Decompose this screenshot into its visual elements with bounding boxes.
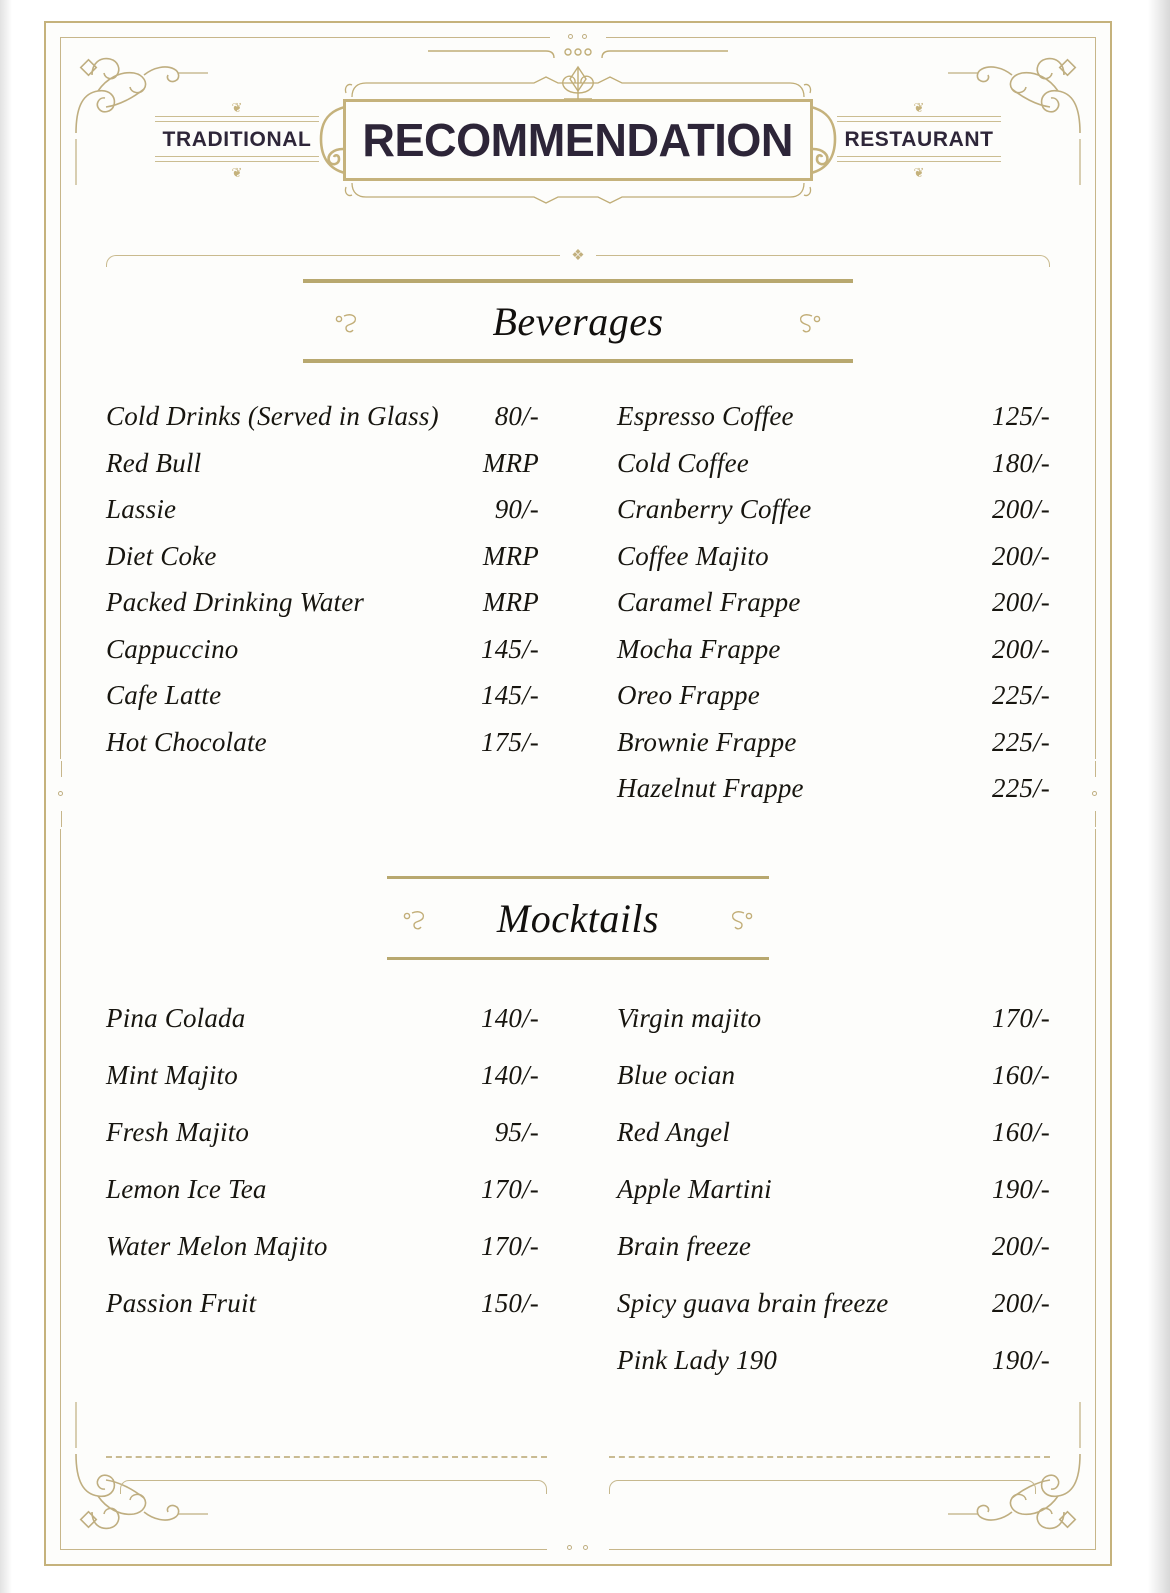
page-title: RECOMMENDATION <box>362 114 794 166</box>
menu-sheet <box>44 21 1112 1566</box>
menu-item-name: Pina Colada <box>106 1002 246 1033</box>
menu-item[interactable] <box>617 626 1050 673</box>
divider-diamond-icon: ❖ <box>571 248 585 264</box>
menu-item[interactable] <box>617 486 1050 533</box>
menu-item-price: 175/- <box>481 726 539 757</box>
mocktails-left-column <box>106 990 539 1389</box>
beverages-left-column <box>106 393 539 812</box>
curl-ornament-right-icon <box>727 905 755 933</box>
menu-item-price: MRP <box>482 447 539 478</box>
menu-item[interactable] <box>106 393 539 440</box>
menu-item-name: Coffee Majito <box>617 540 769 571</box>
menu-item-price: 140/- <box>481 1059 539 1090</box>
menu-item[interactable] <box>617 765 1050 812</box>
menu-item[interactable] <box>617 533 1050 580</box>
menu-item-price: 80/- <box>494 401 539 431</box>
menu-item-name: Cold Drinks (Served in Glass) <box>106 401 439 431</box>
menu-item[interactable] <box>106 533 539 580</box>
menu-item-price: 140/- <box>481 1002 539 1033</box>
menu-item-name: Virgin majito <box>617 1002 762 1033</box>
menu-item-price: 170/- <box>481 1173 539 1204</box>
masthead <box>106 45 1050 235</box>
menu-item-price: 150/- <box>481 1287 539 1318</box>
menu-item-price: 145/- <box>481 633 539 664</box>
menu-item-price: 95/- <box>494 1116 539 1147</box>
menu-item-price: 225/- <box>992 726 1050 757</box>
menu-item[interactable] <box>106 1275 539 1332</box>
menu-item[interactable] <box>106 990 539 1047</box>
masthead-divider <box>106 241 1050 271</box>
right-label-bottom-rule <box>829 152 1009 180</box>
menu-item-name: Blue ocian <box>617 1059 736 1090</box>
menu-item-price: 200/- <box>992 1230 1050 1261</box>
curl-ornament-left-icon <box>333 308 361 336</box>
masthead-left-label-group <box>147 100 327 180</box>
menu-item-name: Espresso Coffee <box>617 401 794 431</box>
menu-item-price: 200/- <box>992 1287 1050 1318</box>
fleur-icon: ❦ <box>913 100 925 115</box>
menu-item[interactable] <box>617 393 1050 440</box>
menu-item-name: Red Bull <box>106 447 202 478</box>
menu-item-name: Hot Chocolate <box>106 726 267 757</box>
menu-item-name: Diet Coke <box>106 540 217 571</box>
footer-ornament <box>106 1456 1050 1494</box>
menu-item-name: Fresh Majito <box>106 1116 250 1147</box>
menu-item-name: Brownie Frappe <box>617 726 797 757</box>
section-header-beverages <box>303 279 853 363</box>
masthead-right-label-group <box>829 100 1009 180</box>
menu-item-price: 170/- <box>992 1002 1050 1033</box>
menu-item[interactable] <box>617 1104 1050 1161</box>
curl-ornament-left-icon <box>401 905 429 933</box>
masthead-right-label: RESTAURANT <box>844 128 994 151</box>
menu-item-price: 200/- <box>992 540 1050 571</box>
menu-item-price: 170/- <box>481 1230 539 1261</box>
fleur-icon: ❦ <box>913 165 925 180</box>
menu-item-price: 200/- <box>992 587 1050 617</box>
menu-item-name: Water Melon Majito <box>106 1230 328 1261</box>
menu-item[interactable] <box>106 1104 539 1161</box>
menu-item-name: Pink Lady 190 <box>617 1344 778 1375</box>
beverages-columns <box>106 393 1050 812</box>
menu-item-name: Apple Martini <box>617 1173 772 1204</box>
menu-item-price: 180/- <box>992 447 1050 478</box>
menu-item-price: 125/- <box>992 401 1050 431</box>
fleur-icon: ❦ <box>231 100 243 115</box>
ribbon-body <box>343 99 813 181</box>
menu-item-name: Passion Fruit <box>106 1287 257 1318</box>
title-ribbon <box>343 99 813 181</box>
menu-item-name: Cold Coffee <box>617 447 749 478</box>
menu-item-name: Lassie <box>106 494 177 524</box>
menu-item-price: MRP <box>482 540 539 571</box>
mocktails-columns <box>106 990 1050 1389</box>
ribbon-swoop-top-icon <box>338 75 818 101</box>
menu-item[interactable] <box>106 626 539 673</box>
menu-item-name: Mocha Frappe <box>617 633 781 664</box>
menu-item-name: Caramel Frappe <box>617 587 801 617</box>
menu-item-price: 90/- <box>494 494 539 524</box>
menu-item-name: Brain freeze <box>617 1230 752 1261</box>
menu-item[interactable] <box>106 1218 539 1275</box>
menu-item[interactable] <box>617 990 1050 1047</box>
menu-item-name: Lemon Ice Tea <box>106 1173 267 1204</box>
footer-dashed-rule-left <box>106 1456 547 1458</box>
menu-item-name: Oreo Frappe <box>617 680 760 710</box>
menu-item[interactable] <box>617 719 1050 766</box>
menu-item-price: 190/- <box>992 1173 1050 1204</box>
menu-item[interactable] <box>106 579 539 626</box>
menu-content <box>46 23 1110 1564</box>
footer-dashed-rule-right <box>609 1456 1050 1458</box>
menu-item[interactable] <box>617 440 1050 487</box>
menu-item-price: 160/- <box>992 1116 1050 1147</box>
menu-item[interactable] <box>106 440 539 487</box>
menu-item-price: 145/- <box>481 680 539 710</box>
menu-item-name: Red Angel <box>617 1116 731 1147</box>
menu-item-price: 160/- <box>992 1059 1050 1090</box>
masthead-left-label: TRADITIONAL <box>162 128 312 151</box>
left-label-bottom-rule <box>147 152 327 180</box>
section-title-beverages: Beverages <box>492 299 664 344</box>
section-mocktails <box>106 876 1050 1389</box>
menu-item[interactable] <box>106 486 539 533</box>
footer-curved-rule-left <box>120 1480 547 1494</box>
menu-item[interactable] <box>617 1332 1050 1389</box>
menu-item-name: Cafe Latte <box>106 680 222 710</box>
page-left-gutter <box>0 0 12 1593</box>
menu-item-name: Mint Majito <box>106 1059 238 1090</box>
right-label-top-rule <box>829 100 1009 128</box>
menu-item-price: 190/- <box>992 1344 1050 1375</box>
menu-item-name: Cranberry Coffee <box>617 494 812 524</box>
menu-item[interactable] <box>106 1161 539 1218</box>
menu-item[interactable] <box>617 1218 1050 1275</box>
fleur-icon: ❦ <box>231 165 243 180</box>
footer-curved-rule-right <box>609 1480 1036 1494</box>
menu-item-price: 200/- <box>992 494 1050 524</box>
menu-item[interactable] <box>617 1161 1050 1218</box>
mocktails-right-column <box>617 990 1050 1389</box>
menu-item-name: Cappuccino <box>106 633 239 664</box>
section-beverages <box>106 279 1050 812</box>
menu-item[interactable] <box>106 719 539 766</box>
menu-item[interactable] <box>617 1047 1050 1104</box>
menu-item[interactable] <box>617 1275 1050 1332</box>
footer-curved-rules <box>106 1480 1050 1494</box>
menu-item-price: MRP <box>482 587 539 617</box>
page-scrollbar-gutter[interactable] <box>1148 0 1170 1593</box>
menu-item-price: 225/- <box>992 773 1050 803</box>
curl-ornament-right-icon <box>795 308 823 336</box>
menu-item-name: Hazelnut Frappe <box>617 773 804 803</box>
left-label-top-rule <box>147 100 327 128</box>
menu-item[interactable] <box>617 579 1050 626</box>
ribbon-end-left-icon <box>313 105 347 175</box>
ribbon-swoop-bottom-icon <box>338 179 818 205</box>
menu-item-price: 200/- <box>992 633 1050 664</box>
menu-item[interactable] <box>106 672 539 719</box>
menu-item-price: 225/- <box>992 680 1050 710</box>
section-title-mocktails: Mocktails <box>496 895 660 941</box>
menu-item-name: Spicy guava brain freeze <box>617 1287 889 1318</box>
menu-item-name: Packed Drinking Water <box>106 587 365 617</box>
footer-dashed-rules <box>106 1456 1050 1458</box>
beverages-right-column <box>617 393 1050 812</box>
menu-item[interactable] <box>106 1047 539 1104</box>
menu-item[interactable] <box>617 672 1050 719</box>
section-header-mocktails <box>387 876 769 960</box>
